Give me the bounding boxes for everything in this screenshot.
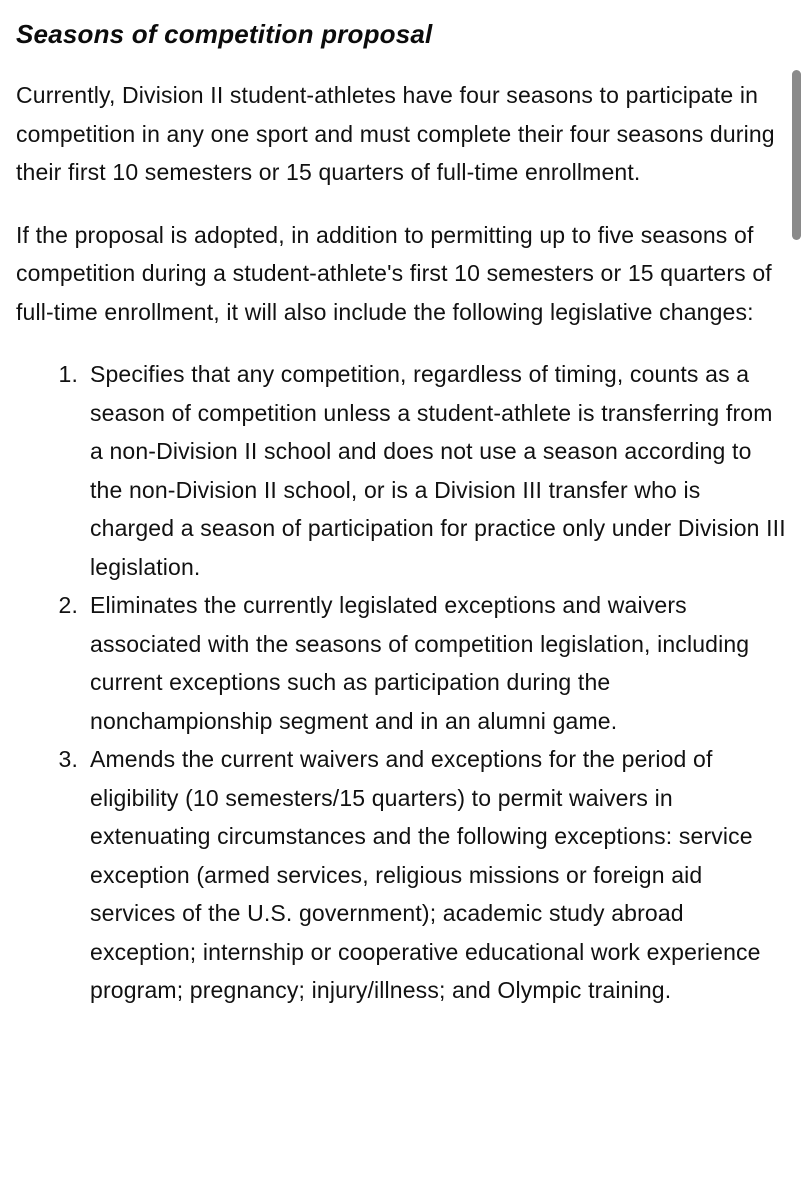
list-item	[16, 355, 788, 586]
legislative-changes-list	[16, 355, 788, 1010]
list-item-text: Specifies that any competition, regardless of timing, counts as a season of competition unless a student-athlete is transferring from a non-Division II school and does not use a season according to the non-Division II school, or is a Division III transfer who is charged a season of participation for practice only under Division III legislation.	[90, 361, 786, 580]
section-heading: Seasons of competition proposal	[16, 19, 433, 49]
list-item-text: Eliminates the currently legislated exceptions and waivers associated with the seasons of competition legislation, including current exceptions such as participation during the nonchampionship segment and in an alumni game.	[90, 592, 750, 734]
list-item-number: 2.	[58, 592, 78, 618]
list-item-number: 3.	[58, 746, 78, 772]
list-item	[16, 586, 788, 740]
list-item-number: 1.	[58, 361, 78, 387]
list-item	[16, 740, 788, 1010]
article-body	[16, 14, 788, 1010]
list-item-text: Amends the current waivers and exceptions for the period of eligibility (10 semesters/15 quarters) to permit waivers in extenuating circumstances and the following exceptions: service exception (armed services, religious missions or foreign aid services of the U.S. government); academic study abroad exception; internship or cooperative educational work experience program; pregnancy; injury/illness; and Olympic training.	[90, 746, 761, 1003]
intro-paragraph: Currently, Division II student-athletes have four seasons to participate in competition in any one sport and must complete their four seasons during their first 10 semesters or 15 quarters of full-time enrollment.	[16, 82, 775, 185]
scrollbar-thumb[interactable]	[792, 70, 801, 240]
proposal-paragraph: If the proposal is adopted, in addition to permitting up to five seasons of competition during a student-athlete's first 10 semesters or 15 quarters of full-time enrollment, it will also include the following legislative changes:	[16, 221, 772, 325]
